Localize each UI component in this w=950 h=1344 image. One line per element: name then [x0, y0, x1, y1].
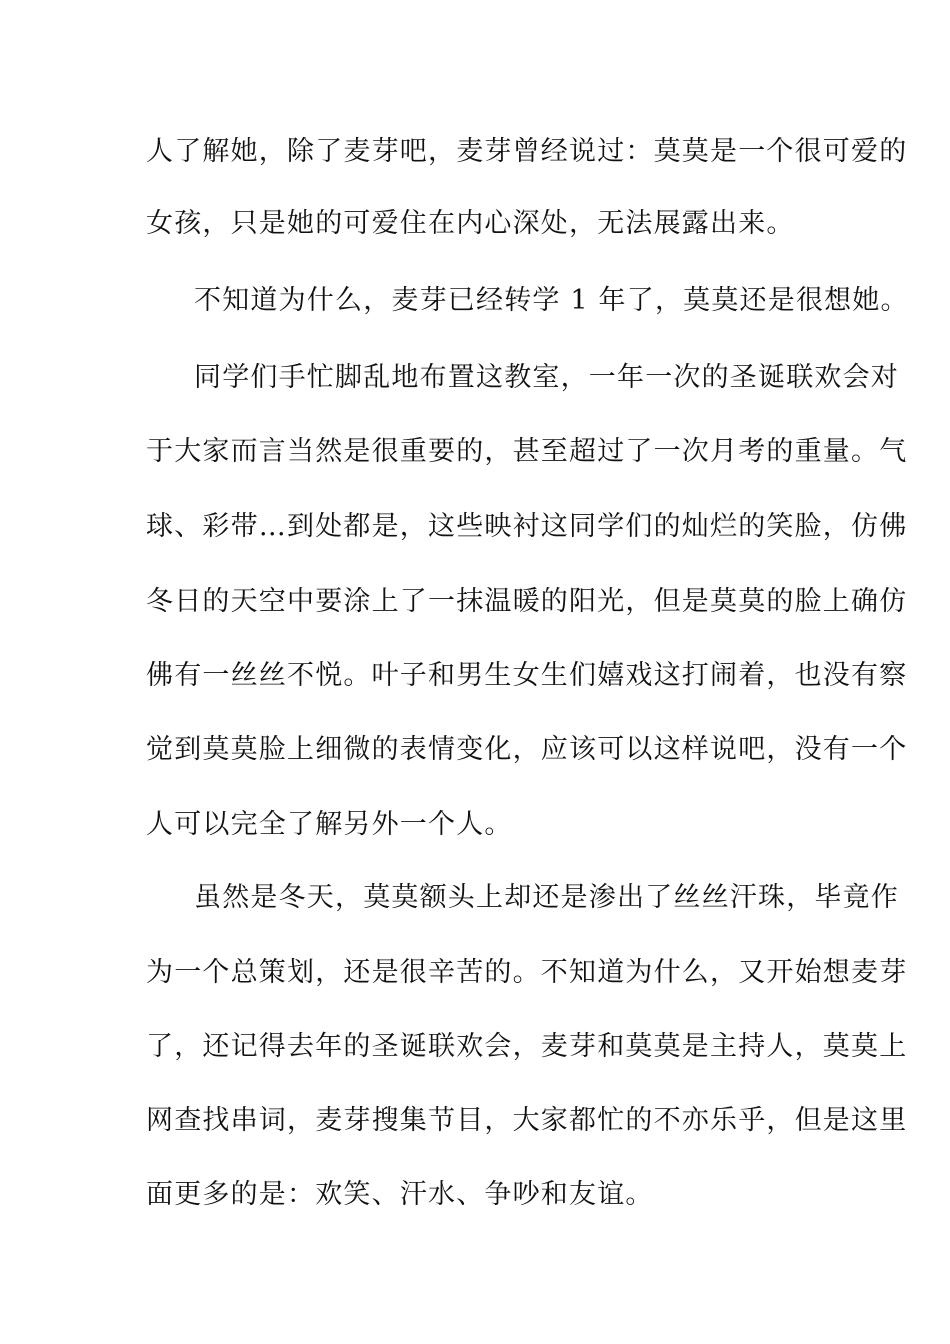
text-line: 面更多的是：欢笑、汗水、争吵和友谊。: [146, 1179, 654, 1210]
text-line: 为一个总策划，还是很辛苦的。不知道为什么，又开始想麦芽: [146, 957, 908, 988]
text-line: 佛有一丝丝不悦。叶子和男生女生们嬉戏这打闹着，也没有察: [146, 660, 908, 691]
text-line: 觉到莫莫脸上细微的表情变化，应该可以这样说吧，没有一个: [146, 734, 908, 765]
text-line: 于大家而言当然是很重要的，甚至超过了一次月考的重量。气: [146, 436, 908, 467]
text-line: 球、彩带…到处都是，这些映衬这同学们的灿烂的笑脸，仿佛: [146, 511, 908, 542]
paragraph-start-line: 不知道为什么，麦芽已经转学 1 年了，莫莫还是很想她。: [194, 285, 909, 316]
text-line: 冬日的天空中要涂上了一抹温暖的阳光，但是莫莫的脸上确仿: [146, 586, 908, 617]
paragraph-start-line: 同学们手忙脚乱地布置这教室，一年一次的圣诞联欢会对: [194, 362, 899, 393]
text-line: 人可以完全了解另外一个人。: [146, 809, 513, 840]
text-line: 了，还记得去年的圣诞联欢会，麦芽和莫莫是主持人，莫莫上: [146, 1031, 908, 1062]
paragraph-start-line: 虽然是冬天，莫莫额头上却还是渗出了丝丝汗珠，毕竟作: [194, 882, 899, 913]
text-line: 人了解她，除了麦芽吧，麦芽曾经说过：莫莫是一个很可爱的: [146, 136, 908, 167]
text-line: 网查找串词，麦芽搜集节目，大家都忙的不亦乐乎，但是这里: [146, 1105, 908, 1136]
text-line: 女孩，只是她的可爱住在内心深处，无法展露出来。: [146, 208, 795, 239]
